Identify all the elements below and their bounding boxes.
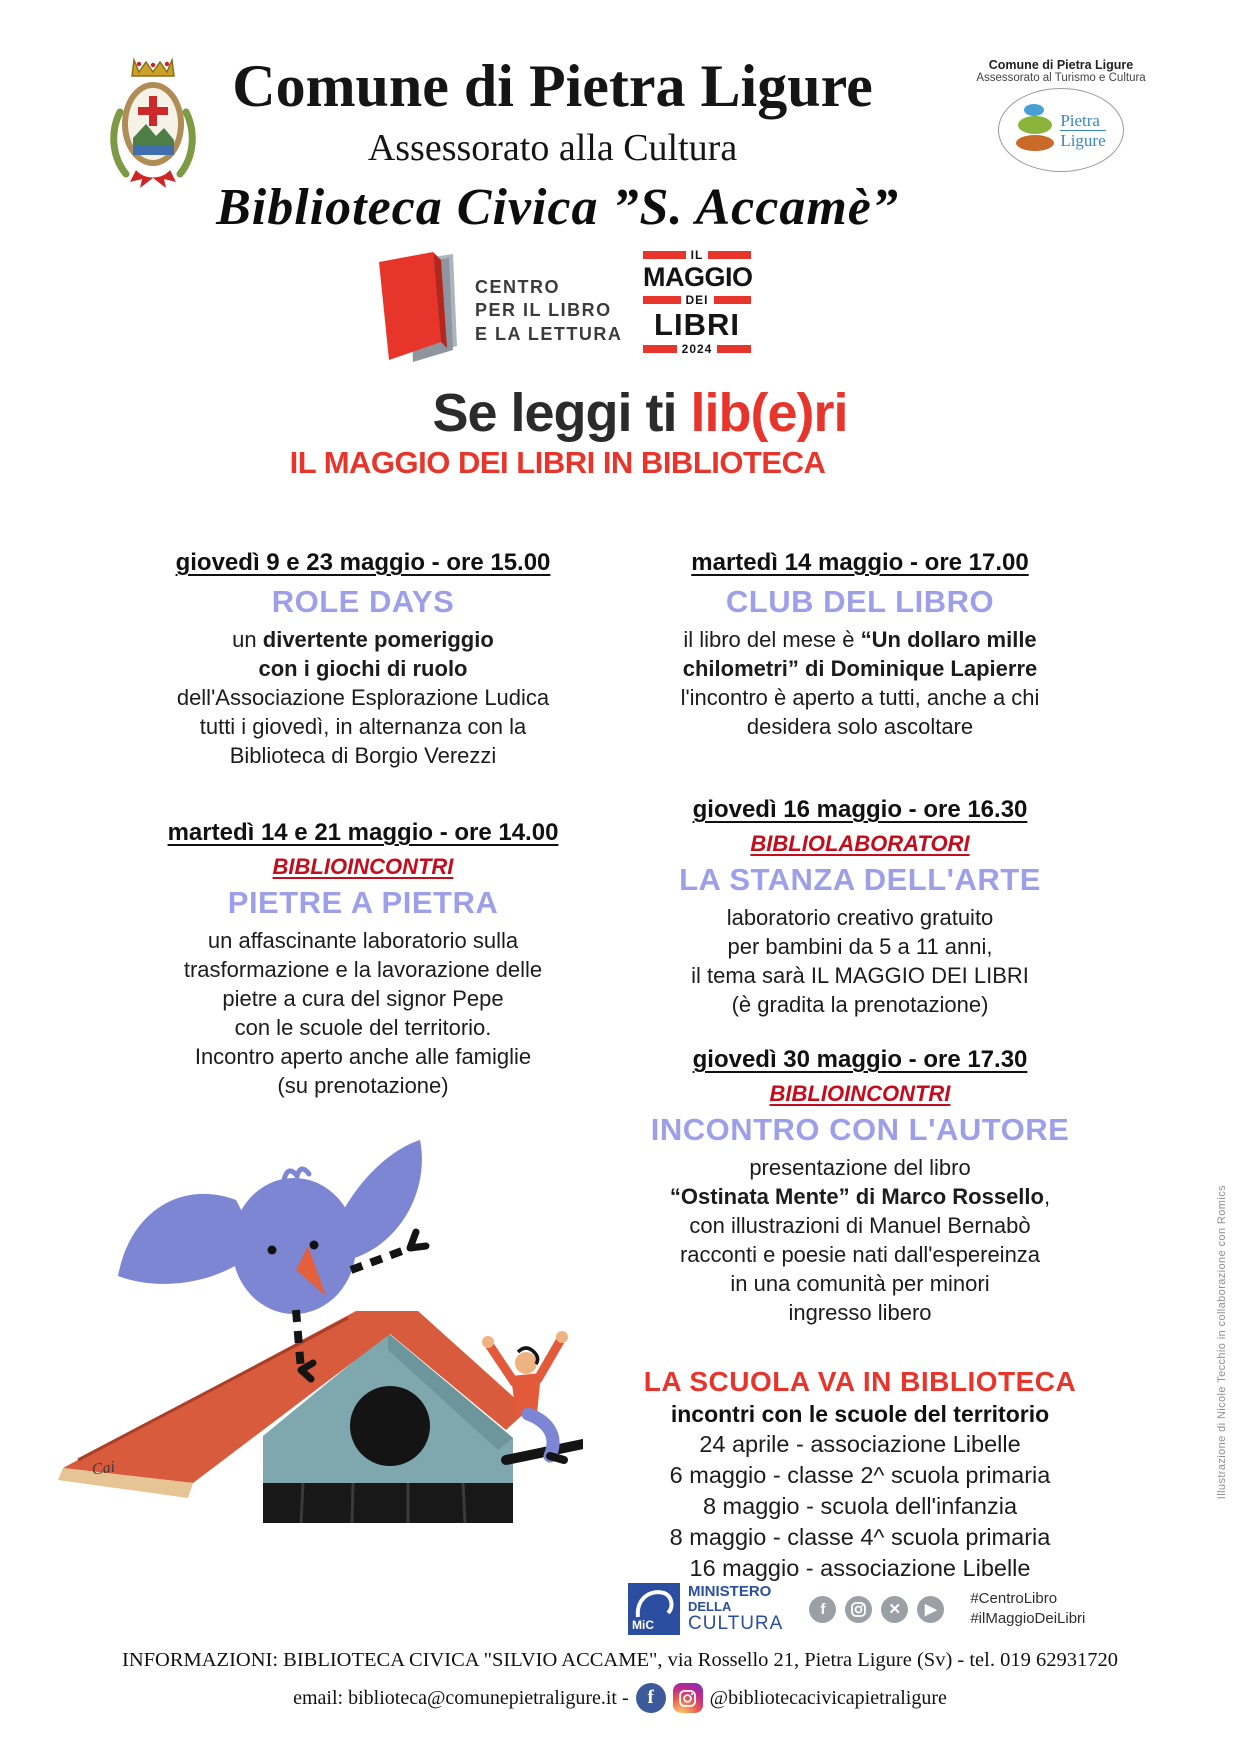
birdhouse bbox=[58, 1311, 583, 1523]
event-title: ROLE DAYS bbox=[271, 584, 455, 619]
library-name: Biblioteca Civica ”S. Accamè” bbox=[216, 179, 899, 236]
event-date: martedì 14 e 21 maggio - ore 14.00 bbox=[167, 819, 559, 846]
corner-logo-line2: Assessorato al Turismo e Cultura bbox=[976, 72, 1146, 84]
event-category: BIBLIOLABORATORI bbox=[750, 831, 970, 856]
event-text-line: un affascinante laboratorio sulla bbox=[207, 928, 519, 953]
red-book-icon bbox=[375, 250, 461, 372]
event-text-line: l'incontro è aperto a tutti, anche a chi bbox=[680, 685, 1040, 710]
event-text-line: dell'Associazione Esplorazione Ludica bbox=[176, 685, 550, 710]
pietra-ligure-brand-logo bbox=[998, 88, 1124, 172]
event-text-line: tutti i giovedì, in alternanza con la bbox=[199, 714, 527, 739]
corner-logo-line1: Comune di Pietra Ligure bbox=[988, 58, 1134, 72]
stacked-stones-icon bbox=[1016, 102, 1056, 158]
brand-line2: Ligure bbox=[1060, 130, 1106, 150]
brand-wordmark bbox=[1060, 112, 1105, 149]
social-handle: @bibliotecacivicapietraligure bbox=[709, 1686, 947, 1709]
email-line bbox=[0, 1683, 1240, 1713]
event-text-line: presentazione del libro bbox=[749, 1155, 971, 1180]
event-date: giovedì 9 e 23 maggio - ore 15.00 bbox=[175, 549, 551, 576]
illustrator-signature: Cai bbox=[90, 1458, 117, 1479]
event-text-line: racconti e poesie nati dall'espereinza bbox=[679, 1242, 1041, 1267]
campaign-subtitle: IL MAGGIO DEI LIBRI IN BIBLIOTECA bbox=[289, 445, 826, 480]
event-text-line: in una comunità per minori bbox=[730, 1271, 990, 1296]
event-category: BIBLIOINCONTRI bbox=[769, 1081, 951, 1106]
event-text-line: Incontro aperto anche alle famiglie bbox=[194, 1044, 532, 1069]
events-column-left bbox=[122, 548, 604, 1148]
maggio-il: IL bbox=[690, 248, 704, 262]
event-incontro-autore bbox=[606, 1045, 1114, 1327]
event-role-days bbox=[122, 548, 604, 770]
facebook-icon: f bbox=[809, 1596, 836, 1623]
school-item: 8 maggio - classe 4^ scuola primaria bbox=[669, 1524, 1051, 1550]
school-item: 24 aprile - associazione Libelle bbox=[699, 1431, 1021, 1457]
hashtag: #CentroLibro bbox=[970, 1589, 1058, 1607]
maggio-year: 2024 bbox=[681, 342, 713, 356]
facebook-icon: f bbox=[636, 1683, 666, 1713]
event-date: giovedì 30 maggio - ore 17.30 bbox=[692, 1046, 1028, 1073]
page-title: Comune di Pietra Ligure bbox=[232, 53, 873, 119]
mic-line3: CULTURA bbox=[688, 1612, 784, 1634]
footer-logo-row bbox=[628, 1583, 1085, 1635]
event-text-line: chilometri” di Dominique Lapierre bbox=[682, 656, 1038, 681]
hashtag: #ilMaggioDeiLibri bbox=[970, 1610, 1086, 1627]
cepell-line1: CENTRO bbox=[475, 276, 560, 297]
social-icons bbox=[809, 1596, 944, 1623]
ministero-cultura-logo bbox=[628, 1583, 783, 1635]
events-column-right bbox=[606, 548, 1114, 1584]
text-segment-bold: “Ostinata Mente” di Marco Rossello bbox=[669, 1184, 1044, 1209]
cepell-line2: PER IL LIBRO bbox=[475, 300, 612, 321]
campaign-title-red: lib(e)ri bbox=[690, 383, 848, 443]
event-text-line bbox=[606, 1182, 1114, 1211]
event-text-line bbox=[122, 625, 604, 654]
event-title: LA STANZA DELL'ARTE bbox=[679, 862, 1041, 897]
mic-line2: DELLA bbox=[688, 1599, 732, 1615]
event-text-line: il tema sarà IL MAGGIO DEI LIBRI bbox=[691, 963, 1029, 988]
birdhouse-illustration bbox=[58, 1138, 583, 1523]
maggio-dei-libri-logo bbox=[643, 246, 751, 358]
event-text-line: trasformazione e la lavorazione delle bbox=[183, 957, 543, 982]
contact-info-line: INFORMAZIONI: BIBLIOTECA CIVICA "SILVIO ACCAME", via Rossello 21, Pietra Ligure (Sv) - tel. 019 62931720 bbox=[122, 1649, 1118, 1671]
cepell-line3: E LA LETTURA bbox=[475, 323, 623, 344]
campaign-title-black: Se leggi ti bbox=[432, 383, 691, 443]
event-text-line: con i giochi di ruolo bbox=[258, 656, 468, 681]
cepell-wordmark bbox=[475, 276, 622, 346]
instagram-icon bbox=[673, 1683, 703, 1713]
event-text-line: con le scuole del territorio. bbox=[234, 1015, 492, 1040]
x-icon: ✕ bbox=[881, 1596, 908, 1623]
text-segment-bold: divertente pomeriggio bbox=[262, 627, 494, 652]
school-section-subtitle: incontri con le scuole del territorio bbox=[670, 1401, 1050, 1427]
school-item: 16 maggio - associazione Libelle bbox=[689, 1555, 1031, 1581]
event-text-line: per bambini da 5 a 11 anni, bbox=[727, 934, 993, 959]
maggio-word: MAGGIO bbox=[643, 262, 753, 292]
instagram-icon bbox=[845, 1596, 872, 1623]
event-pietre-a-pietra bbox=[122, 818, 604, 1100]
event-text-line: con illustrazioni di Manuel Bernabò bbox=[689, 1213, 1031, 1238]
text-segment-bold: “Un dollaro mille bbox=[860, 627, 1037, 652]
maggio-dei-row bbox=[643, 293, 751, 307]
brand-line1: Pietra bbox=[1060, 110, 1100, 130]
school-item: 6 maggio - classe 2^ scuola primaria bbox=[669, 1462, 1051, 1488]
mic-line1: MINISTERO bbox=[688, 1583, 772, 1601]
event-date: martedì 14 maggio - ore 17.00 bbox=[691, 549, 1029, 576]
mic-wordmark bbox=[688, 1584, 783, 1633]
event-club-del-libro bbox=[606, 548, 1114, 741]
event-title: CLUB DEL LIBRO bbox=[725, 584, 995, 619]
event-text-line: (su prenotazione) bbox=[277, 1073, 449, 1098]
email-text: email: biblioteca@comunepietraligure.it - bbox=[293, 1686, 629, 1709]
school-item: 8 maggio - scuola dell'infanzia bbox=[702, 1493, 1018, 1519]
event-text-line: (è gradita la prenotazione) bbox=[731, 992, 989, 1017]
event-category: BIBLIOINCONTRI bbox=[272, 854, 454, 879]
mic-badge: MiC bbox=[632, 1618, 654, 1632]
maggio-year-row bbox=[643, 342, 751, 356]
text-segment: un bbox=[232, 627, 263, 652]
campaign-title bbox=[140, 382, 1140, 444]
event-text-line: desidera solo ascoltare bbox=[746, 714, 974, 739]
school-section bbox=[606, 1365, 1114, 1584]
mic-icon bbox=[628, 1583, 680, 1635]
tourism-corner-logo bbox=[896, 58, 1226, 172]
hashtags bbox=[970, 1589, 1085, 1630]
maggio-libri: LIBRI bbox=[654, 307, 740, 342]
event-text-line bbox=[606, 625, 1114, 654]
event-text-line: Biblioteca di Borgio Verezzi bbox=[229, 743, 497, 768]
illustration-credit: Illustrazione di Nicole Tecchio in collaborazione con Romics bbox=[1216, 1185, 1228, 1500]
maggio-il-row bbox=[643, 248, 751, 262]
event-text-line: ingresso libero bbox=[788, 1300, 932, 1325]
event-date: giovedì 16 maggio - ore 16.30 bbox=[692, 796, 1028, 823]
maggio-dei: DEI bbox=[685, 293, 709, 307]
event-text-line: laboratorio creativo gratuito bbox=[726, 905, 994, 930]
cepell-logo bbox=[375, 250, 622, 372]
event-text-line: pietre a cura del signor Pepe bbox=[222, 986, 504, 1011]
event-stanza-dell-arte bbox=[606, 795, 1114, 1019]
text-segment: , bbox=[1043, 1184, 1051, 1209]
event-title: PIETRE A PIETRA bbox=[227, 885, 499, 920]
youtube-icon: ▶ bbox=[917, 1596, 944, 1623]
department-subtitle: Assessorato alla Cultura bbox=[367, 127, 738, 169]
school-section-title: LA SCUOLA VA IN BIBLIOTECA bbox=[643, 1366, 1077, 1397]
event-title: INCONTRO CON L'AUTORE bbox=[650, 1112, 1070, 1147]
text-segment: il libro del mese è bbox=[683, 627, 861, 652]
